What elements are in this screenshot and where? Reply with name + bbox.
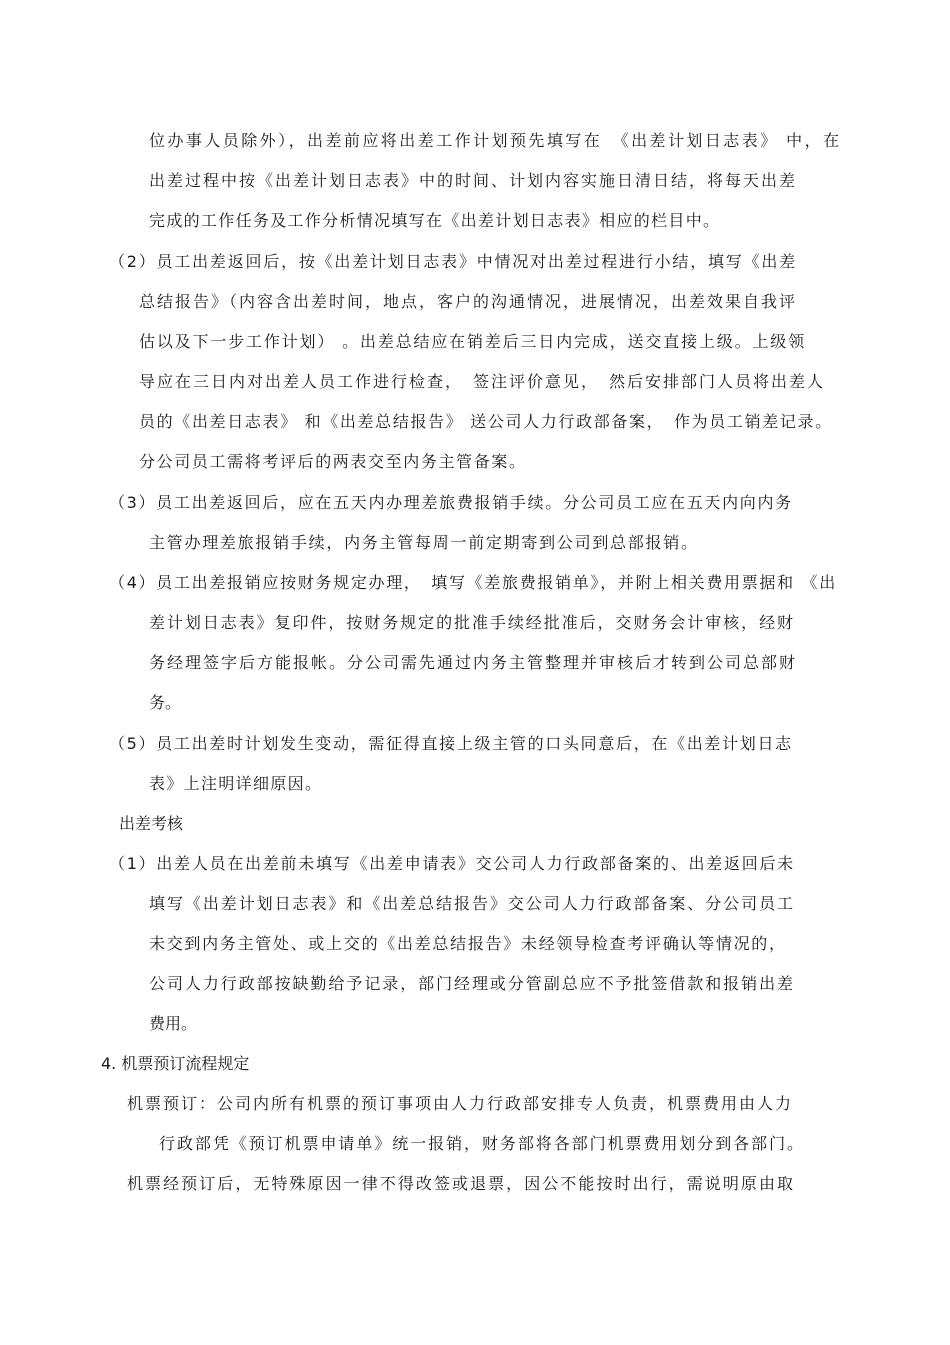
text-line: 分公司员工需将考评后的两表交至内务主管备案。 xyxy=(139,452,527,471)
text-line: （5）员工出差时计划发生变动，需征得直接上级主管的口头同意后，在《出差计划日志 xyxy=(109,734,793,753)
text-line: 导应在三日内对出差人员工作进行检查， 签注评价意见， 然后安排部门人员将出差人 xyxy=(139,372,826,391)
text-line: 员的《出差日志表》 和《出差总结报告》 送公司人力行政部备案， 作为员工销差记录。 xyxy=(139,412,833,431)
text-line: （1）出差人员在出差前未填写《出差申请表》交公司人力行政部备案的、出差返回后未 xyxy=(109,854,795,873)
text-line: 机票预订：公司内所有机票的预订事项由人力行政部安排专人负责，机票费用由人力 xyxy=(127,1094,794,1113)
text-line: 位办事人员除外），出差前应将出差工作计划预先填写在 《出差计划日志表》 中，在 xyxy=(149,131,842,150)
text-line: 公司人力行政部按缺勤给予记录，部门经理或分管副总应不予批签借款和报销出差 xyxy=(149,974,795,993)
section-heading: 4. 机票预订流程规定 xyxy=(101,1054,250,1073)
text-line: （4）员工出差报销应按财务规定办理， 填写《差旅费报销单》，并附上相关费用票据和 《出 xyxy=(109,573,837,592)
text-line: 费用。 xyxy=(149,1014,198,1033)
text-line: 务经理签字后方能报帐。分公司需先通过内务主管整理并审核后才转到公司总部财 xyxy=(149,653,798,672)
text-line: 总结报告》（内容含出差时间，地点，客户的沟通情况，进展情况，出差效果自我评 xyxy=(139,292,798,311)
text-line: 估以及下一步工作计划） 。出差总结应在销差后三日内完成，送交直接上级。上级领 xyxy=(139,332,806,351)
text-line: 完成的工作任务及工作分析情况填写在《出差计划日志表》相应的栏目中。 xyxy=(149,211,721,230)
text-line: 主管办理差旅报销手续，内务主管每周一前定期寄到公司到总部报销。 xyxy=(149,533,699,552)
text-line: 差计划日志表》复印件，按财务规定的批准手续经批准后，交财务会计审核，经财 xyxy=(149,613,795,632)
text-line: 表》上注明详细原因。 xyxy=(149,774,323,793)
text-line: 出差过程中按《出差计划日志表》中的时间、计划内容实施日清日结，将每天出差 xyxy=(149,171,798,190)
text-line: 未交到内务主管处、或上交的《出差总结报告》未经领导检查考评确认等情况的， xyxy=(149,934,787,953)
text-line: 机票经预订后，无特殊原因一律不得改签或退票，因公不能按时出行，需说明原由取 xyxy=(127,1174,796,1193)
text-line: （2）员工出差返回后，按《出差计划日志表》中情况对出差过程进行小结，填写《出差 xyxy=(109,252,797,271)
text-line: 务。 xyxy=(149,693,182,712)
text-line: 行政部凭《预订机票申请单》统一报销，财务部将各部门机票费用划分到各部门。 xyxy=(159,1134,805,1153)
section-heading: 出差考核 xyxy=(119,814,184,833)
text-line: 填写《出差计划日志表》和《出差总结报告》交公司人力行政部备案、分公司员工 xyxy=(149,894,795,913)
text-line: （3）员工出差返回后，应在五天内办理差旅费报销手续。分公司员工应在五天内向内务 xyxy=(109,493,793,512)
